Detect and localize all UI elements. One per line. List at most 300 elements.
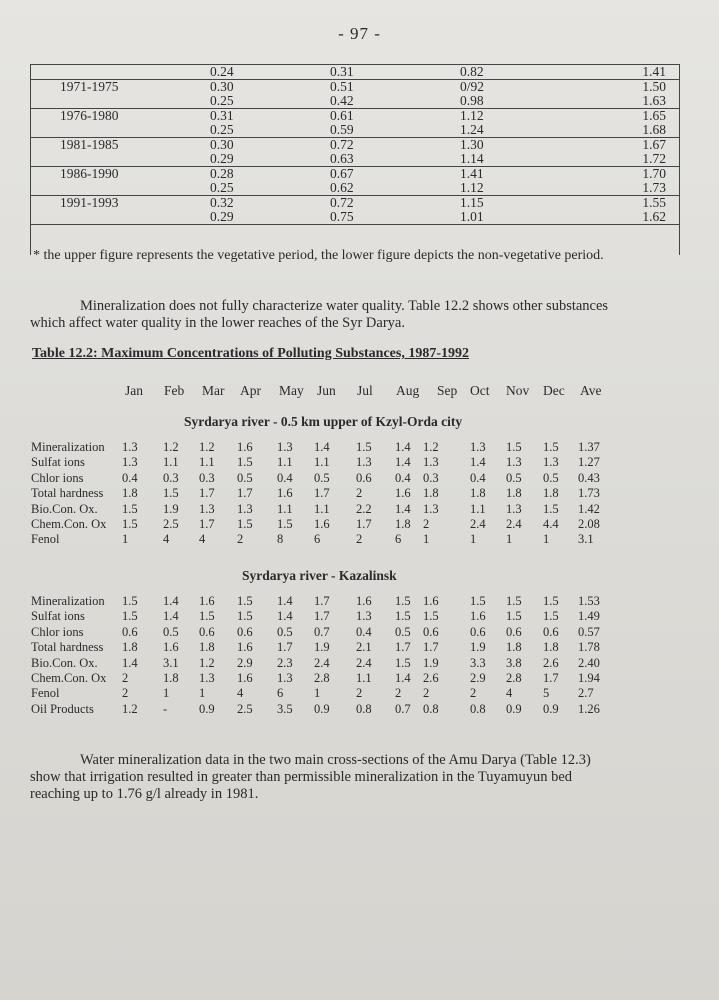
value-cell: 0.5 [237,470,253,485]
period-cell: 1991-1993 [30,196,210,211]
value-cell: 1.53 [578,594,600,608]
value-cell: 1.41 [590,65,680,80]
value-cell: 2.40 [578,655,600,670]
value-cell: 0.8 [470,701,486,716]
value-cell: 0/92 [460,80,590,95]
value-cell: 0.4 [277,470,293,485]
table-border-left [30,64,31,255]
value-cell: 0.75 [330,210,460,225]
value-cell: 1.5 [237,517,253,531]
row-label: Sulfat ions [31,609,85,624]
row-label: Mineralization [31,594,105,608]
value-cell: 1.6 [237,671,253,685]
row-label: Fenol [31,686,60,701]
value-cell: 1.8 [506,640,522,655]
value-cell: 0.5 [543,470,559,485]
value-cell: 1.2 [199,440,215,454]
value-cell: 1.5 [395,609,411,624]
value-cell: 1.3 [356,609,372,624]
period-cell: 1976-1980 [30,109,210,124]
value-cell: 1.12 [460,180,484,195]
value-cell: 1.49 [578,609,600,624]
value-cell: 1.3 [506,501,522,516]
value-cell: 0.5 [506,470,522,485]
value-cell: 1.1 [356,671,372,685]
value-cell: 2.9 [470,671,486,685]
value-cell: 1.7 [543,671,559,685]
value-cell: 1.5 [543,609,559,624]
value-cell: 1.24 [460,122,484,137]
value-cell: 1.4 [470,455,486,470]
value-cell: 2 [122,686,129,701]
value-cell: 1.26 [578,701,600,716]
value-cell: 1.5 [163,486,179,501]
value-cell: 1.37 [578,440,600,454]
value-cell: 0.24 [210,65,330,80]
value-cell: 2.2 [356,501,372,516]
value-cell: 1.78 [578,640,600,655]
value-cell: 1.8 [163,671,179,685]
value-cell: 4.4 [543,517,559,531]
table-title-label: Table 12.2: [32,346,98,361]
value-cell: 1.3 [470,440,486,454]
period-cell: 1971-1975 [30,80,210,95]
value-cell: 0.30 [210,80,330,95]
value-cell: 0.5 [277,624,293,639]
month-header: Jan [125,383,143,398]
value-cell: 1.7 [356,517,372,531]
value-cell: 0.98 [460,93,484,108]
value-cell: 1.5 [199,609,215,624]
month-header-row [0,383,719,401]
month-header: Feb [164,383,185,398]
value-cell: 1.2 [163,440,179,454]
value-cell: 1.5 [277,517,293,531]
value-cell: 0.25 [210,122,234,137]
value-cell: 0.9 [543,701,559,716]
row-label: Chlor ions [31,470,84,485]
value-cell: 0.31 [210,109,330,124]
period-cell [30,65,210,80]
value-cell: 1.5 [237,455,253,470]
value-cell: 0.29 [210,151,234,166]
value-cell: 6 [395,532,402,547]
value-cell: 0.3 [199,470,215,485]
period-cell: 1981-1985 [30,138,210,153]
value-cell: 1.6 [314,517,330,531]
value-cell: 2 [470,686,477,701]
value-cell: 1.7 [314,594,330,608]
value-cell: 1 [163,686,170,701]
value-cell: 1 [470,532,477,547]
table-row [30,94,680,109]
table-12-2-title [32,346,469,362]
value-cell: 1.8 [423,486,439,501]
value-cell: 0.4 [356,624,372,639]
period-cell [30,181,210,196]
value-cell: 0.29 [210,210,330,225]
value-cell: 1.14 [460,151,484,166]
table-row [0,609,719,624]
value-cell: 1.3 [199,671,215,685]
table-row [30,167,680,182]
month-header: Oct [470,383,490,398]
value-cell: 1.9 [163,501,179,516]
value-cell: 1.65 [590,109,680,124]
value-cell: 1.41 [460,167,590,182]
value-cell: 1.3 [122,455,138,470]
value-cell: 1.2 [199,655,215,670]
value-cell: 0.4 [395,470,411,485]
value-cell: 2 [237,532,244,547]
row-label: Chem.Con. Ox [31,671,107,685]
value-cell: 1.8 [543,486,559,501]
value-cell: 0.6 [470,624,486,639]
value-cell: 0.6 [356,470,372,485]
value-cell: 1.5 [506,609,522,624]
table-row [0,656,719,671]
value-cell: 1.8 [506,486,522,501]
value-cell: 0.6 [506,624,522,639]
month-header: Apr [240,383,261,398]
value-cell: 0.72 [330,138,460,153]
table-row [0,517,719,532]
table-border-right [679,64,680,255]
value-cell: 0.8 [356,701,372,716]
value-cell: 0.7 [314,624,330,639]
value-cell: 0.62 [330,180,354,195]
value-cell: 1.73 [578,486,600,501]
value-cell: 1.1 [314,455,330,470]
value-cell: 1 [423,532,430,547]
value-cell: 2 [395,686,402,701]
value-cell: 0.6 [543,624,559,639]
value-cell: 2 [356,686,363,701]
value-cell: 1.5 [395,594,411,608]
value-cell: 1.9 [314,640,330,655]
value-cell: 1.50 [590,80,680,95]
value-cell: 1.6 [163,640,179,655]
value-cell: 2.5 [163,517,179,531]
row-label: Mineralization [31,440,105,454]
section-title-kzyl-orda: Syrdarya river - 0.5 km upper of Kzyl-Orda city [184,414,463,429]
value-cell: 0.72 [330,196,460,211]
row-label: Bio.Con. Ox. [31,655,98,670]
value-cell: 0.5 [314,470,330,485]
value-cell: 1.7 [199,517,215,531]
table-row [0,671,719,686]
value-cell: 0.6 [122,624,138,639]
value-cell: 1.2 [122,701,138,716]
table-row [0,532,719,547]
paragraph-amu-darya: Water mineralization data in the two main cross-sections of the Amu Darya (Table 12.3) show that irrigation resulted in greater than permissible mineralization in the Tuyamuyun bed reaching up to 1.76 g/l already in 1981. [30,752,591,802]
table-title-text: Maximum Concentrations of Polluting Substances, 1987-1992 [97,346,470,361]
table-row [0,594,719,609]
value-cell: 1.3 [277,671,293,685]
paragraph-mineralization: Mineralization does not fully characterize water quality. Table 12.2 shows other substances which affect water quality in the lower reaches of the Syr Darya. [30,298,609,331]
value-cell: 0.4 [470,470,486,485]
value-cell: 0.8 [423,701,439,716]
value-cell: 6 [314,532,321,547]
value-cell: 2.5 [237,701,253,716]
value-cell: 1.5 [122,594,138,608]
table-row [0,455,719,470]
table-row [30,152,680,167]
month-header: Mar [202,383,225,398]
value-cell: 1.1 [277,455,293,470]
period-cell [30,210,210,225]
value-cell: 1.7 [199,486,215,501]
value-cell: 1.5 [470,594,486,608]
month-header: Ave [580,383,602,398]
table-row [30,65,680,80]
table-row [0,486,719,501]
value-cell: 1.4 [277,609,293,624]
table-row [0,502,719,517]
table-row [30,80,680,95]
value-cell: 2.9 [237,655,253,670]
value-cell: 1.3 [356,455,372,470]
month-header: May [279,383,304,398]
value-cell: 1.1 [277,501,293,516]
value-cell: 1.5 [506,594,522,608]
value-cell: 1 [122,532,129,547]
value-cell: 1.6 [277,486,293,501]
value-cell: 1.5 [543,501,559,516]
value-cell: 1.5 [237,609,253,624]
value-cell: 0.6 [237,624,253,639]
value-cell: 1.5 [395,655,411,670]
value-cell: 1.3 [543,455,559,470]
value-cell: 1.7 [237,486,253,501]
value-cell: 1.4 [314,440,330,454]
value-cell: 1.72 [642,151,666,166]
value-cell: 2.1 [356,640,372,655]
value-cell: 1.5 [423,609,439,624]
value-cell: 0.3 [423,470,439,485]
value-cell: 1.7 [395,640,411,655]
value-cell: 1.4 [163,609,179,624]
value-cell: 1.3 [237,501,253,516]
value-cell: 0.59 [330,122,354,137]
value-cell: 1.73 [642,180,666,195]
value-cell: 0.32 [210,196,330,211]
table-row [0,702,719,717]
value-cell: 1.3 [277,440,293,454]
value-cell: 0.63 [330,151,354,166]
table-row [30,181,680,196]
value-cell: 1.4 [395,440,411,454]
value-cell: 1.1 [314,501,330,516]
period-cell [30,123,210,138]
month-header: Jun [317,383,336,398]
table-row [0,440,719,455]
value-cell: 1.3 [423,501,439,516]
value-cell: 1.2 [423,440,439,454]
row-label: Total hardness [31,640,104,655]
value-cell: 1.01 [460,210,590,225]
value-cell: 0.25 [210,93,234,108]
row-label: Bio.Con. Ox. [31,501,98,516]
value-cell: 0.5 [395,624,411,639]
value-cell: 2.4 [356,655,372,670]
value-cell: 1.5 [543,440,559,454]
value-cell: 6 [277,686,284,701]
value-cell: 1.8 [122,640,138,655]
value-cell: 0.25 [210,180,234,195]
value-cell: 1.4 [395,501,411,516]
value-cell: 1.5 [237,594,253,608]
value-cell: 4 [237,686,244,701]
value-cell: 2.6 [543,655,559,670]
value-cell: 0.31 [330,65,460,80]
value-cell: 1.4 [163,594,179,608]
value-cell: 2.4 [470,517,486,531]
table-row [0,471,719,486]
value-cell: 2.6 [423,671,439,685]
value-cell: 1.6 [237,440,253,454]
value-cell: 1.3 [423,455,439,470]
row-label: Chlor ions [31,624,84,639]
month-header: Nov [506,383,530,398]
period-cell [30,152,210,167]
value-cell: 0.4 [122,470,138,485]
value-cell: 1.27 [578,455,600,470]
value-cell: 1.8 [543,640,559,655]
value-cell: 1.1 [163,455,179,470]
table-row [30,196,680,211]
value-cell: 8 [277,532,284,547]
value-cell: 1.55 [590,196,680,211]
value-cell: 1.9 [470,640,486,655]
table-row [30,109,680,124]
value-cell: 1.12 [460,109,590,124]
value-cell: 2.3 [277,655,293,670]
value-cell: 2 [423,686,430,701]
section-title-kazalinsk: Syrdarya river - Kazalinsk [242,568,397,583]
value-cell: 1.7 [423,640,439,655]
value-cell: 3.1 [163,655,179,670]
mineralization-table [30,64,680,225]
value-cell: 0.42 [330,93,354,108]
value-cell: 3.5 [277,701,293,716]
table-row [30,210,680,225]
value-cell: 1.1 [199,455,215,470]
value-cell: 1.7 [314,486,330,501]
value-cell: 5 [543,686,550,701]
value-cell: 1.8 [470,486,486,501]
value-cell: 0.9 [314,701,330,716]
value-cell: 1.15 [460,196,590,211]
value-cell: 1.68 [642,122,666,137]
value-cell: 1.30 [460,138,590,153]
value-cell: 2 [423,517,430,531]
row-label: Chem.Con. Ox [31,517,107,531]
value-cell: 2.8 [314,671,330,685]
row-label: Sulfat ions [31,455,85,470]
value-cell: 0.28 [210,167,330,182]
value-cell: 1.5 [543,594,559,608]
table-row [30,123,680,138]
value-cell: 1.7 [277,640,293,655]
value-cell: 0.57 [578,624,600,639]
table-footnote: * the upper figure represents the vegetative period, the lower figure depicts the non-vegetative period. [33,248,604,263]
value-cell: 1.8 [122,486,138,501]
table-row [30,138,680,153]
value-cell: 4 [199,532,206,547]
value-cell: 3.8 [506,655,522,670]
value-cell: 1.67 [590,138,680,153]
table-row [0,686,719,701]
value-cell: 1.6 [423,594,439,608]
value-cell: 1 [543,532,550,547]
value-cell: 1.3 [199,501,215,516]
value-cell: 0.43 [578,470,600,485]
month-header: Jul [357,383,373,398]
value-cell: 0.82 [460,65,590,80]
row-label: Oil Products [31,701,94,716]
period-cell: 1986-1990 [30,167,210,182]
value-cell: 1.63 [642,93,666,108]
value-cell: 0.67 [330,167,460,182]
period-cell [30,94,210,109]
value-cell: 1.94 [578,671,600,685]
value-cell: 1.1 [470,501,486,516]
value-cell: 1.6 [395,486,411,501]
value-cell: 0.51 [330,80,460,95]
value-cell: 2.7 [578,686,594,701]
value-cell: 0.5 [163,624,179,639]
value-cell: 1.6 [199,594,215,608]
value-cell: 0.9 [199,701,215,716]
value-cell: 1.6 [470,609,486,624]
value-cell: 1.4 [395,671,411,685]
value-cell: 2.4 [506,517,522,531]
value-cell: 2.08 [578,517,600,531]
value-cell: 0.6 [199,624,215,639]
value-cell: 1.4 [277,594,293,608]
value-cell: 1.8 [395,517,411,531]
value-cell: 1 [314,686,321,701]
value-cell: 1.4 [395,455,411,470]
value-cell: 1.70 [590,167,680,182]
value-cell: 0.3 [163,470,179,485]
value-cell: 1.3 [122,440,138,454]
value-cell: 0.61 [330,109,460,124]
value-cell: 2 [122,671,129,685]
value-cell: 1.4 [122,655,138,670]
value-cell: 4 [506,686,513,701]
value-cell: 0.30 [210,138,330,153]
table-row [0,625,719,640]
value-cell: 2.8 [506,671,522,685]
value-cell: 1 [506,532,513,547]
value-cell: 1.5 [506,440,522,454]
value-cell: 0.9 [506,701,522,716]
value-cell: 1.8 [199,640,215,655]
month-header: Sep [437,383,458,398]
value-cell: 4 [163,532,170,547]
row-label: Total hardness [31,486,104,501]
value-cell: 1.7 [314,609,330,624]
value-cell: 1.5 [122,517,138,531]
value-cell: 1.5 [122,609,138,624]
value-cell: 1 [199,686,206,701]
month-header: Dec [543,383,565,398]
value-cell: 1.6 [356,594,372,608]
table-row [0,640,719,655]
value-cell: 2 [356,486,363,501]
